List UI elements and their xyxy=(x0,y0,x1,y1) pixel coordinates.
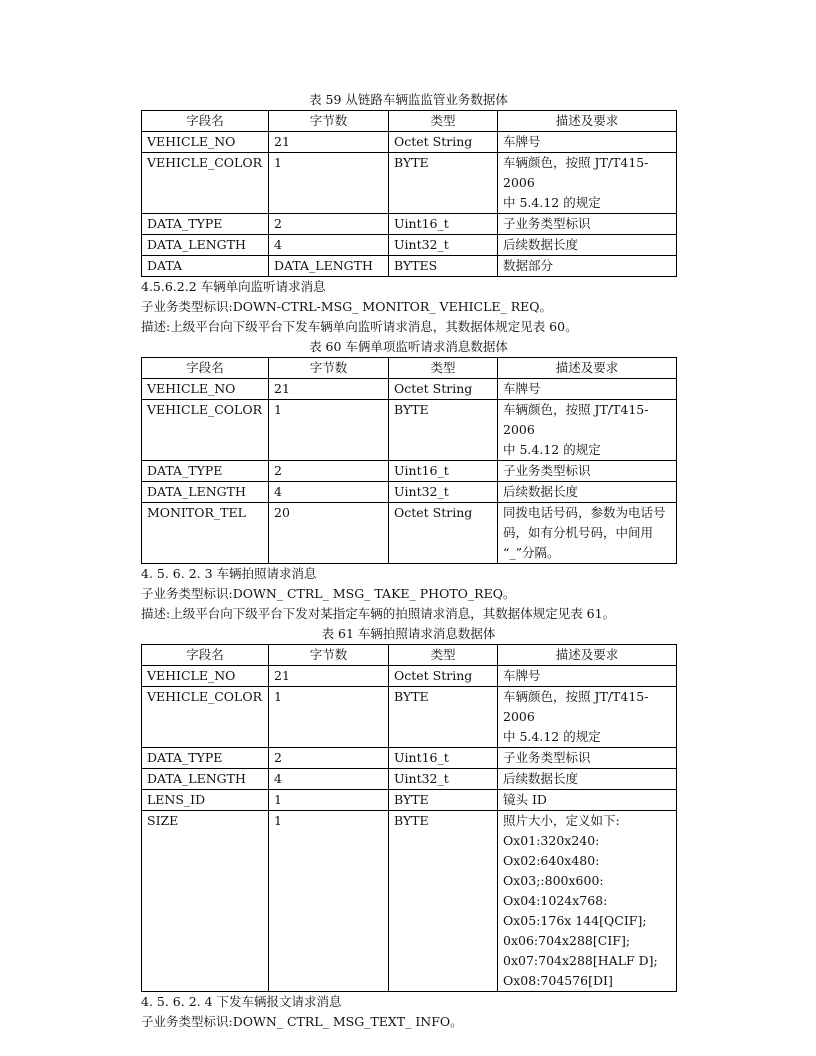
cell-desc: 后续数据长度 xyxy=(498,769,677,790)
table-row xyxy=(142,748,677,769)
cell-desc: 子业务类型标识 xyxy=(498,748,677,769)
cell-field: DATA_LENGTH xyxy=(142,235,269,256)
cell-type: BYTES xyxy=(389,256,498,277)
subtype-line: 子业务类型标识:DOWN_ CTRL_ MSG_ TAKE_ PHOTO_REQ。 xyxy=(141,586,516,601)
table-59 xyxy=(141,110,677,277)
cell-type: Octet String xyxy=(389,503,498,564)
cell-type: BYTE xyxy=(389,687,498,748)
table-row xyxy=(142,790,677,811)
header-description: 描述及要求 xyxy=(498,111,677,132)
cell-desc: 数据部分 xyxy=(498,256,677,277)
table-header-row xyxy=(142,111,677,132)
cell-field: LENS_ID xyxy=(142,790,269,811)
cell-bytes: 1 xyxy=(269,400,389,461)
table-row xyxy=(142,379,677,400)
table-row xyxy=(142,482,677,503)
cell-field: SIZE xyxy=(142,811,269,992)
cell-desc: 车牌号 xyxy=(498,379,677,400)
cell-type: Octet String xyxy=(389,666,498,687)
cell-bytes: 21 xyxy=(269,132,389,153)
section-heading: 4. 5. 6. 2. 4 下发车辆报文请求消息 xyxy=(141,994,342,1009)
cell-field: VEHICLE_COLOR xyxy=(142,153,269,214)
subtype-line: 子业务类型标识:DOWN_ CTRL_ MSG_TEXT_ INFO。 xyxy=(141,1014,463,1029)
cell-bytes: 2 xyxy=(269,461,389,482)
cell-bytes: 21 xyxy=(269,666,389,687)
cell-bytes: 1 xyxy=(269,790,389,811)
cell-type: Uint16_t xyxy=(389,748,498,769)
cell-desc: 照片大小，定义如下: Ox01:320x240: Ox02:640x480: Ox03;:800x600: Ox04:1024x768: Ox05:176x 144[QCIF]; 0x06:704x288[CIF]; 0x07:704x288[HALF D]; Ox08:704576[DI] xyxy=(498,811,677,992)
table-row xyxy=(142,235,677,256)
cell-field: DATA_LENGTH xyxy=(142,482,269,503)
cell-desc: 车辆颜色，按照 JT/T415-2006 中 5.4.12 的规定 xyxy=(498,687,677,748)
table-row xyxy=(142,461,677,482)
header-type: 类型 xyxy=(389,358,498,379)
header-byte-count: 字节数 xyxy=(269,645,389,666)
section-heading: 4.5.6.2.2 车辆单向监听请求消息 xyxy=(141,279,326,294)
cell-desc: 子业务类型标识 xyxy=(498,461,677,482)
cell-field: DATA_LENGTH xyxy=(142,769,269,790)
cell-field: DATA_TYPE xyxy=(142,461,269,482)
cell-bytes: 21 xyxy=(269,379,389,400)
cell-field: MONITOR_TEL xyxy=(142,503,269,564)
header-byte-count: 字节数 xyxy=(269,358,389,379)
table-row xyxy=(142,503,677,564)
header-field-name: 字段名 xyxy=(142,358,269,379)
cell-bytes: DATA_LENGTH xyxy=(269,256,389,277)
table-row xyxy=(142,687,677,748)
cell-type: Uint32_t xyxy=(389,482,498,503)
cell-type: Uint16_t xyxy=(389,214,498,235)
cell-type: BYTE xyxy=(389,153,498,214)
cell-field: VEHICLE_NO xyxy=(142,379,269,400)
cell-desc: 车辆颜色，按照 JT/T415-2006 中 5.4.12 的规定 xyxy=(498,153,677,214)
cell-type: Octet String xyxy=(389,379,498,400)
header-field-name: 字段名 xyxy=(142,111,269,132)
description-line: 描述:上级平台向下级平台下发对某指定车辆的拍照请求消息，其数据体规定见表 61。 xyxy=(141,606,616,621)
cell-type: Uint32_t xyxy=(389,769,498,790)
table-header-row xyxy=(142,645,677,666)
header-description: 描述及要求 xyxy=(498,645,677,666)
cell-type: BYTE xyxy=(389,811,498,992)
cell-field: DATA xyxy=(142,256,269,277)
cell-desc: 后续数据长度 xyxy=(498,482,677,503)
cell-desc: 同拨电话号码，参数为电话号 码，如有分机号码，中间用 “_”分隔。 xyxy=(498,503,677,564)
table-61-caption: 表 61 车辆拍照请求消息数据体 xyxy=(321,626,496,641)
cell-bytes: 4 xyxy=(269,235,389,256)
table-60 xyxy=(141,357,677,564)
document-page xyxy=(141,90,676,1032)
cell-desc: 车牌号 xyxy=(498,132,677,153)
cell-type: Uint16_t xyxy=(389,461,498,482)
cell-bytes: 2 xyxy=(269,748,389,769)
table-61 xyxy=(141,644,677,992)
table-row xyxy=(142,214,677,235)
cell-field: DATA_TYPE xyxy=(142,214,269,235)
cell-field: VEHICLE_COLOR xyxy=(142,687,269,748)
cell-field: DATA_TYPE xyxy=(142,748,269,769)
header-type: 类型 xyxy=(389,111,498,132)
header-field-name: 字段名 xyxy=(142,645,269,666)
cell-field: VEHICLE_COLOR xyxy=(142,400,269,461)
cell-type: BYTE xyxy=(389,400,498,461)
cell-bytes: 1 xyxy=(269,687,389,748)
header-type: 类型 xyxy=(389,645,498,666)
cell-bytes: 4 xyxy=(269,482,389,503)
header-byte-count: 字节数 xyxy=(269,111,389,132)
cell-field: VEHICLE_NO xyxy=(142,132,269,153)
subtype-line: 子业务类型标识:DOWN-CTRL-MSG_ MONITOR_ VEHICLE_ REQ。 xyxy=(141,299,553,314)
cell-type: Uint32_t xyxy=(389,235,498,256)
cell-bytes: 2 xyxy=(269,214,389,235)
table-row xyxy=(142,153,677,214)
cell-bytes: 1 xyxy=(269,811,389,992)
header-description: 描述及要求 xyxy=(498,358,677,379)
cell-bytes: 20 xyxy=(269,503,389,564)
cell-field: VEHICLE_NO xyxy=(142,666,269,687)
cell-type: BYTE xyxy=(389,790,498,811)
description-line: 描述:上级平台向下级平台下发车辆单向监听请求消息，其数据体规定见表 60。 xyxy=(141,319,578,334)
cell-desc: 子业务类型标识 xyxy=(498,214,677,235)
cell-desc: 车牌号 xyxy=(498,666,677,687)
table-row xyxy=(142,400,677,461)
cell-bytes: 4 xyxy=(269,769,389,790)
table-row xyxy=(142,666,677,687)
cell-type: Octet String xyxy=(389,132,498,153)
cell-bytes: 1 xyxy=(269,153,389,214)
table-59-caption: 表 59 从链路车辆监监管业务数据体 xyxy=(309,92,508,107)
cell-desc: 后续数据长度 xyxy=(498,235,677,256)
section-heading: 4. 5. 6. 2. 3 车辆拍照请求消息 xyxy=(141,566,317,581)
table-header-row xyxy=(142,358,677,379)
table-row xyxy=(142,769,677,790)
table-60-caption: 表 60 车俩单项监听请求消息数据体 xyxy=(309,339,508,354)
cell-desc: 车辆颜色，按照 JT/T415-2006 中 5.4.12 的规定 xyxy=(498,400,677,461)
table-row xyxy=(142,811,677,992)
table-row xyxy=(142,256,677,277)
table-row xyxy=(142,132,677,153)
cell-desc: 镜头 ID xyxy=(498,790,677,811)
